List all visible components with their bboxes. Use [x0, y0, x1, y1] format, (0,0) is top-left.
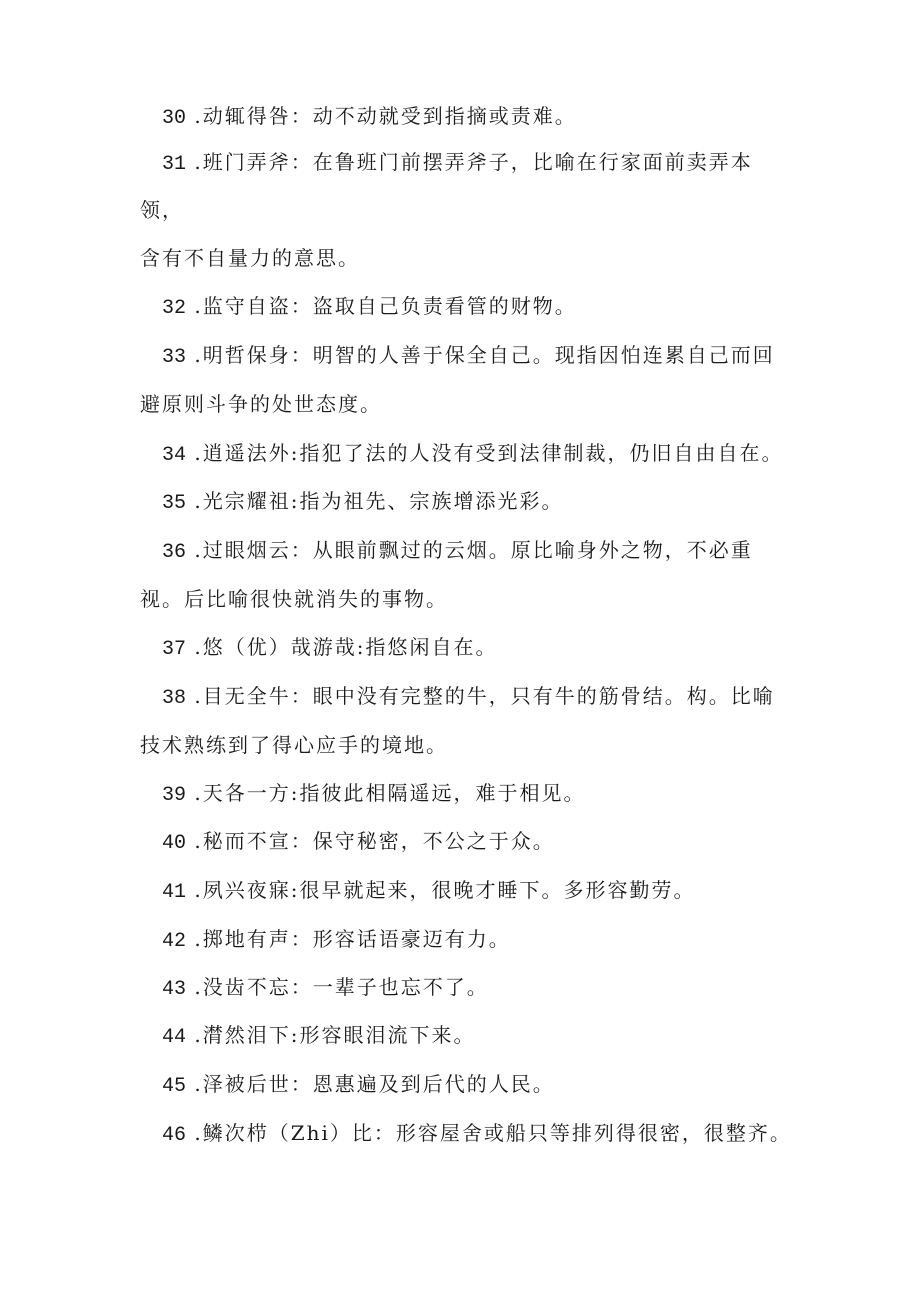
entry-text: .光宗耀祖:指为祖先、宗族增添光彩。: [186, 489, 564, 513]
entry-number: 43: [162, 978, 187, 1001]
entry-number: 45: [162, 1075, 187, 1098]
entry-text: 领，: [140, 198, 184, 222]
entry-41: [162, 878, 695, 905]
entry-number: 32: [162, 297, 187, 320]
entry-31-continuation: [140, 246, 360, 270]
entry-text: 视。后比喻很快就消失的事物。: [140, 587, 448, 611]
entry-34: [162, 441, 783, 468]
entry-40: [162, 829, 555, 856]
entry-text: .泽被后世：恩惠遍及到后代的人民。: [186, 1072, 555, 1096]
entry-text: .悠（优）哉游哉:指悠闲自在。: [186, 635, 498, 659]
entry-number: 35: [162, 492, 187, 515]
entry-number: 40: [162, 832, 187, 855]
entry-text: .班门弄斧：在鲁班门前摆弄斧子，比喻在行家面前卖弄本: [186, 150, 753, 174]
entry-text: 技术熟练到了得心应手的境地。: [140, 733, 448, 757]
entry-39: [162, 781, 585, 808]
entry-text: .明哲保身：明智的人善于保全自己。现指因怕连累自己而回: [186, 343, 775, 367]
entry-text: .天各一方:指彼此相隔遥远，难于相见。: [186, 781, 586, 805]
entry-number: 34: [162, 444, 187, 467]
entry-36-continuation: [140, 587, 448, 611]
entry-31: [162, 150, 753, 177]
entry-text: .夙兴夜寐:很早就起来，很晚才睡下。多形容勤劳。: [186, 878, 696, 902]
entry-number: 36: [162, 541, 187, 564]
entry-text: .动辄得咎：动不动就受到指摘或责难。: [186, 104, 577, 128]
entry-43: [162, 975, 489, 1002]
entry-number: 42: [162, 930, 187, 953]
entry-text: .没齿不忘：一辈子也忘不了。: [186, 975, 489, 999]
entry-number: 41: [162, 881, 187, 904]
entry-number: 30: [162, 107, 187, 130]
entry-45: [162, 1072, 555, 1099]
entry-number: 33: [162, 346, 187, 369]
entry-number: 31: [162, 153, 187, 176]
entry-38: [162, 684, 775, 711]
entry-46: [162, 1121, 792, 1148]
entry-text: .过眼烟云：从眼前飘过的云烟。原比喻身外之物，不必重: [186, 538, 753, 562]
entry-32: [162, 294, 577, 321]
entry-35: [162, 489, 563, 516]
entry-text: .逍遥法外:指犯了法的人没有受到法律制裁，仍旧自由自在。: [186, 441, 784, 465]
entry-31-continuation: [140, 198, 184, 222]
entry-text: .掷地有声：形容话语豪迈有力。: [186, 927, 511, 951]
entry-33: [162, 343, 775, 370]
entry-number: 39: [162, 784, 187, 807]
entry-number: 46: [162, 1124, 187, 1147]
entry-36: [162, 538, 753, 565]
entry-text: 避原则斗争的处世态度。: [140, 392, 382, 416]
entry-number: 44: [162, 1026, 187, 1049]
entry-number: 37: [162, 638, 187, 661]
entry-number: 38: [162, 687, 187, 710]
entry-30: [162, 104, 577, 131]
entry-text: .鳞次栉（Zhi）比：形容屋舍或船只等排列得很密，很整齐。: [186, 1121, 792, 1145]
entry-33-continuation: [140, 392, 382, 416]
entry-37: [162, 635, 497, 662]
entry-42: [162, 927, 511, 954]
entry-text: 含有不自量力的意思。: [140, 246, 360, 270]
entry-38-continuation: [140, 733, 448, 757]
entry-text: .秘而不宣：保守秘密，不公之于众。: [186, 829, 555, 853]
entry-text: .监守自盗：盗取自己负责看管的财物。: [186, 294, 577, 318]
entry-text: .潸然泪下:形容眼泪流下来。: [186, 1023, 476, 1047]
entry-44: [162, 1023, 475, 1050]
entry-text: .目无全牛：眼中没有完整的牛，只有牛的筋骨结。构。比喻: [186, 684, 775, 708]
